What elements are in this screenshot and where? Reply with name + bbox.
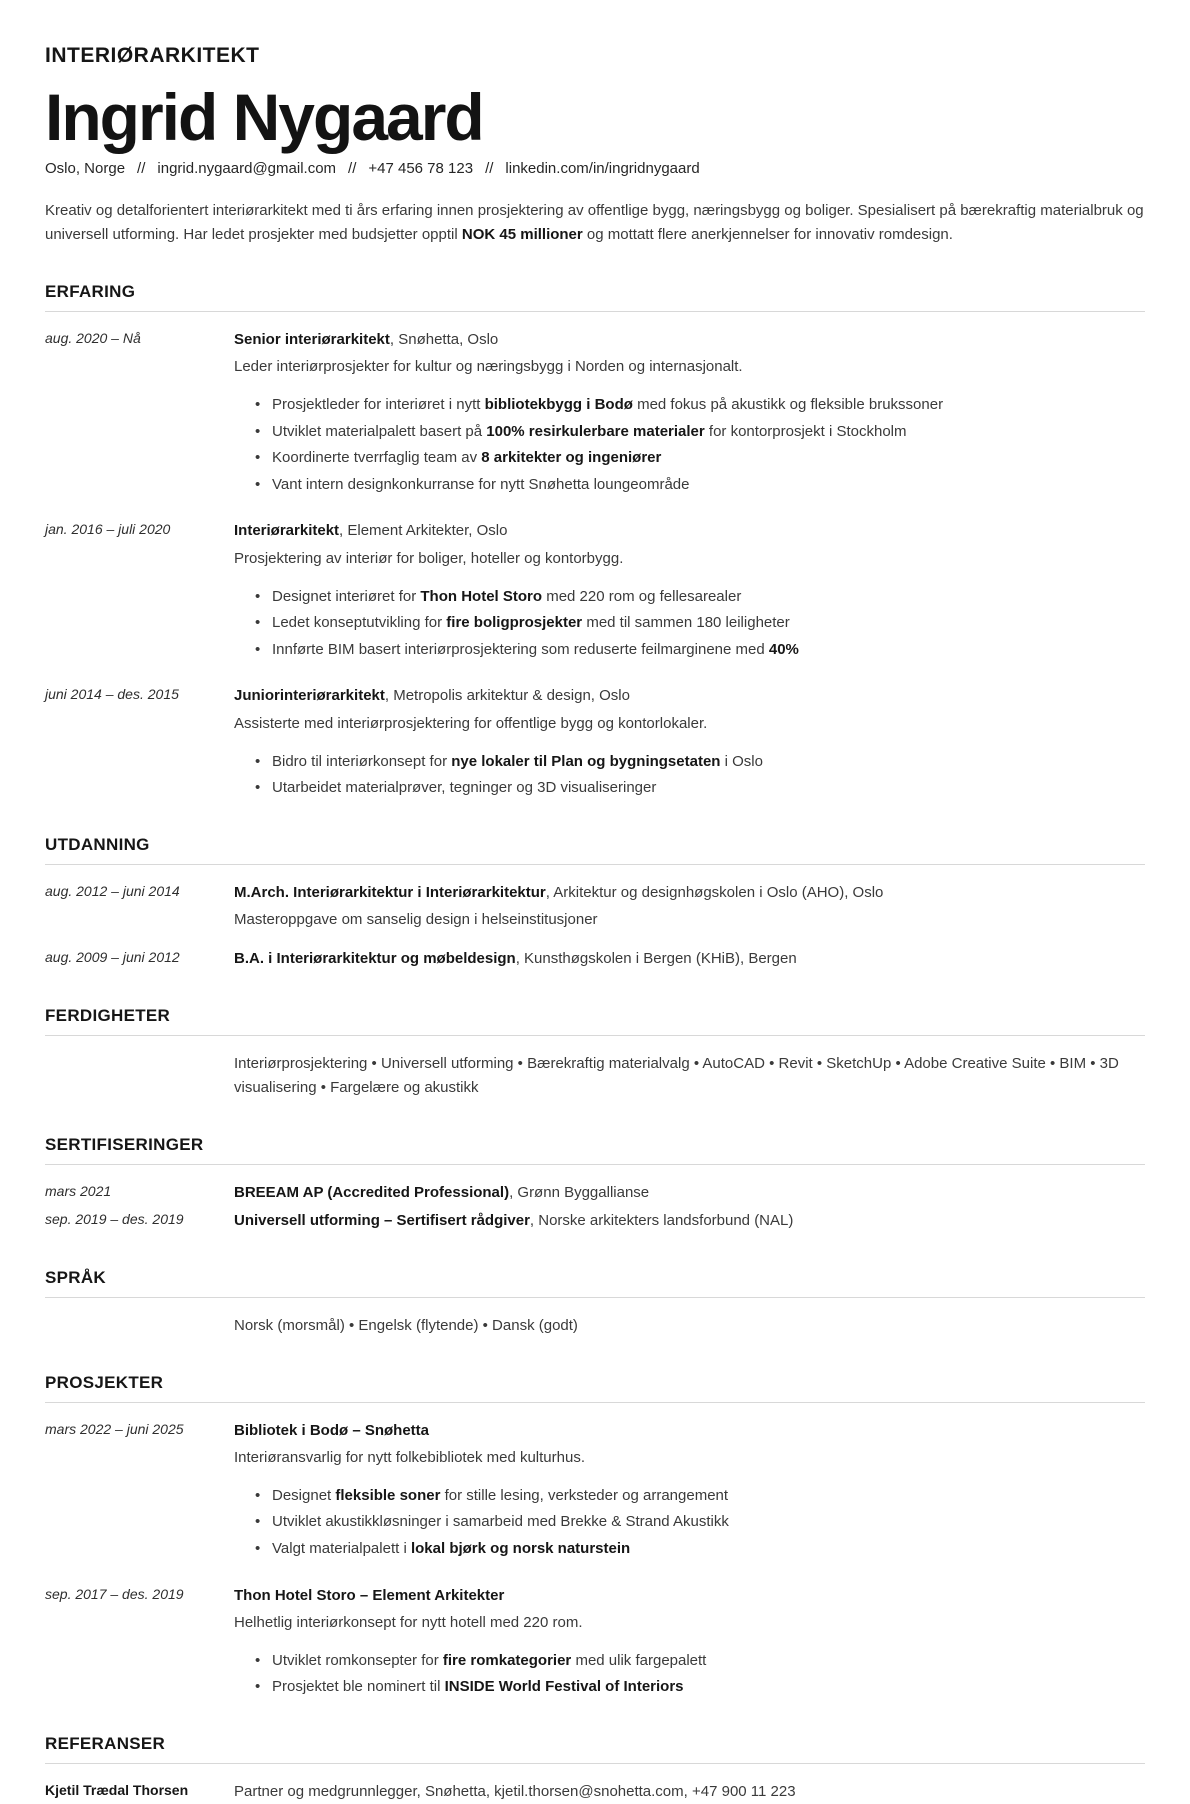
entry [45, 947, 1145, 972]
entry-body [234, 947, 1145, 972]
bullet-item [234, 638, 1145, 663]
section-heading: PROSJEKTER [45, 1372, 164, 1392]
section-heading: ERFARING [45, 281, 136, 301]
entry-description: Interiøransvarlig for nytt folkebibliotek med kulturhus. [234, 1449, 585, 1467]
section-divider [45, 1402, 1145, 1403]
inline-list: Norsk (morsmål) • Engelsk (flytende) • Dansk (godt) [234, 1316, 578, 1334]
text-segment: , Metropolis arkitektur & design, Oslo [384, 687, 630, 705]
text-segment: Designet interiøret for [272, 587, 421, 605]
section-referanser [45, 1734, 1145, 1804]
bullet-item [234, 1484, 1145, 1509]
section-divider [45, 311, 1145, 312]
bold-text-segment: fleksible soner [335, 1486, 441, 1504]
text-segment: med fokus på akustikk og fleksible brukssoner [632, 396, 944, 414]
entry-description: Helhetlig interiørkonsept for nytt hotell med 220 rom. [234, 1614, 583, 1632]
entry-description: Partner og medgrunnlegger, Snøhetta, kjetil.thorsen@snohetta.com, +47 900 11 223 [234, 1782, 796, 1800]
contact-line [45, 160, 1145, 177]
bullet-item [234, 776, 1145, 801]
text-segment: med til sammen 180 leiligheter [582, 614, 790, 632]
entry-date: mars 2022 – juni 2025 [45, 1420, 184, 1437]
text-segment: Prosjektleder for interiøret i nytt [272, 396, 485, 414]
section-divider [45, 1297, 1145, 1298]
bullet-item [234, 420, 1145, 445]
entry-side [45, 684, 234, 800]
entry [45, 684, 1145, 800]
person-name: Ingrid Nygaard [45, 80, 483, 154]
section-heading: FERDIGHETER [45, 1005, 171, 1025]
entry-title [234, 1181, 1145, 1206]
text-segment: Utviklet materialpalett basert på [272, 422, 487, 440]
inline-list: Interiørprosjektering • Universell utforming • Bærekraftig materialvalg • AutoCAD • Revit • SketchUp • Adobe Creative Suite • BIM • 3D visualisering • Fargelære og akustikk [234, 1054, 1119, 1097]
text-segment: Prosjektet ble nominert til [272, 1678, 445, 1696]
section-prosjekter [45, 1373, 1145, 1700]
text-segment: Valgt materialpalett i [272, 1539, 411, 1557]
entry-body [234, 1780, 1145, 1804]
bold-text-segment: M.Arch. Interiørarkitektur i Interiørarkitektur [234, 883, 546, 901]
text-segment: for stille lesing, verksteder og arrangement [440, 1486, 729, 1504]
text-segment: , Arkitektur og designhøgskolen i Oslo (AHO), Oslo [545, 883, 884, 901]
bold-text-segment: NOK 45 millioner [461, 226, 583, 244]
summary-text [45, 199, 1145, 248]
text-segment: med 220 rom og fellesarealer [542, 587, 742, 605]
section-divider [45, 864, 1145, 865]
entry-description: Masteroppgave om sanselig design i helseinstitusjoner [234, 911, 598, 929]
bold-text-segment: fire boligprosjekter [446, 614, 583, 632]
bullet-item [234, 393, 1145, 418]
bold-text-segment: bibliotekbygg i Bodø [484, 396, 633, 414]
bold-text-segment: 40% [768, 640, 799, 658]
text-segment: Koordinerte tverrfaglig team av [272, 449, 482, 467]
role-label: INTERIØRARKITEKT [45, 44, 260, 67]
bold-text-segment: BREEAM AP (Accredited Professional) [234, 1183, 510, 1201]
entry-side [45, 1314, 234, 1339]
bold-text-segment: Interiørarkitekt [234, 522, 340, 540]
entry-body [234, 1052, 1145, 1101]
contact-part: +47 456 78 123 [368, 160, 474, 177]
entry-side [45, 881, 234, 933]
entry-title [234, 1209, 1145, 1234]
text-segment: Vant intern designkonkurranse for nytt Snøhetta loungeområde [272, 475, 690, 493]
entry-title [234, 1584, 1145, 1609]
entry-date: sep. 2019 – des. 2019 [45, 1211, 184, 1228]
bold-text-segment: fire romkategorier [442, 1651, 572, 1669]
bold-text-segment: 8 arkitekter og ingeniører [481, 449, 662, 467]
text-segment: med ulik fargepalett [571, 1651, 707, 1669]
text-segment: i Oslo [720, 752, 763, 770]
entry-side [45, 328, 234, 498]
entry-bullets [234, 393, 1145, 497]
entry [45, 1181, 1145, 1206]
entry-title [234, 519, 1145, 544]
text-segment: Utarbeidet materialprøver, tegninger og 3D visualiseringer [272, 779, 657, 797]
bold-text-segment: nye lokaler til Plan og bygningsetaten [451, 752, 721, 770]
entry-description: Leder interiørprosjekter for kultur og næringsbygg i Norden og internasjonalt. [234, 358, 743, 376]
entry-side [45, 947, 234, 972]
entry-side [45, 519, 234, 662]
contact-separator: // [485, 160, 494, 177]
section-heading: REFERANSER [45, 1733, 166, 1753]
section-erfaring [45, 282, 1145, 801]
entry-bullets [234, 1484, 1145, 1562]
entry-body [234, 1209, 1145, 1234]
text-segment: Innførte BIM basert interiørprosjektering som reduserte feilmarginene med [272, 640, 769, 658]
bullet-item [234, 473, 1145, 498]
entry-title [234, 881, 1145, 906]
contact-part: linkedin.com/in/ingridnygaard [505, 160, 700, 177]
reference-name: Kjetil Trædal Thorsen [45, 1781, 189, 1798]
section-divider [45, 1035, 1145, 1036]
text-segment: Utviklet romkonsepter for [272, 1651, 443, 1669]
bold-text-segment: B.A. i Interiørarkitektur og møbeldesign [234, 949, 516, 967]
bullet-item [234, 1537, 1145, 1562]
bold-text-segment: Juniorinteriørarkitekt [234, 687, 385, 705]
section-heading: SPRÅK [45, 1267, 107, 1287]
text-segment: Kreativ og detalforientert interiørarkitekt med ti års erfaring innen prosjektering av offentlige bygg, næringsbygg og boliger. Spesialisert på bærekraftig materialbruk og universell utforming. Har ledet prosjekter med budsjetter opptil [45, 202, 1144, 244]
bold-text-segment: Senior interiørarkitekt [234, 330, 390, 348]
bold-text-segment: Universell utforming – Sertifisert rådgiver [234, 1212, 530, 1230]
entry-bullets [234, 585, 1145, 663]
contact-separator: // [137, 160, 146, 177]
entry [45, 1419, 1145, 1562]
entry-bullets [234, 1649, 1145, 1700]
entry-date: aug. 2009 – juni 2012 [45, 948, 180, 965]
section-utdanning [45, 835, 1145, 972]
entry-date: jan. 2016 – juli 2020 [45, 521, 171, 538]
bold-text-segment: INSIDE World Festival of Interiors [444, 1678, 684, 1696]
contact-separator: // [348, 160, 357, 177]
bold-text-segment: lokal bjørk og norsk naturstein [410, 1539, 631, 1557]
bullet-item [234, 1675, 1145, 1700]
entry-body [234, 328, 1145, 498]
section-divider [45, 1763, 1145, 1764]
resume-header [45, 44, 1145, 248]
entry [45, 1584, 1145, 1700]
text-segment: , Norske arkitekters landsforbund (NAL) [529, 1212, 794, 1230]
bullet-item [234, 1510, 1145, 1535]
bullet-item [234, 585, 1145, 610]
entry-body [234, 519, 1145, 662]
text-segment: og mottatt flere anerkjennelser for innovativ romdesign. [582, 226, 953, 244]
entry-side [45, 1181, 234, 1206]
bullet-item [234, 446, 1145, 471]
bold-text-segment: Thon Hotel Storo [420, 587, 543, 605]
text-segment: Ledet konseptutvikling for [272, 614, 447, 632]
text-segment: , Snøhetta, Oslo [389, 330, 499, 348]
entry [45, 519, 1145, 662]
entry-body [234, 1314, 1145, 1339]
entry [45, 328, 1145, 498]
entry-body [234, 1419, 1145, 1562]
bullet-item [234, 611, 1145, 636]
text-segment: Utviklet akustikkløsninger i samarbeid med Brekke & Strand Akustikk [272, 1513, 729, 1531]
section-divider [45, 1164, 1145, 1165]
entry-side [45, 1052, 234, 1101]
section-sprak [45, 1268, 1145, 1339]
section-sertifiseringer [45, 1135, 1145, 1234]
contact-part: Oslo, Norge [45, 160, 126, 177]
entry [45, 881, 1145, 933]
entry-side [45, 1584, 234, 1700]
bold-text-segment: Thon Hotel Storo – Element Arkitekter [234, 1586, 505, 1604]
section-ferdigheter [45, 1006, 1145, 1101]
bold-text-segment: 100% resirkulerbare materialer [486, 422, 705, 440]
entry-description: Assisterte med interiørprosjektering for offentlige bygg og kontorlokaler. [234, 715, 708, 732]
entry-date: juni 2014 – des. 2015 [45, 686, 179, 703]
text-segment: for kontorprosjekt i Stockholm [704, 422, 907, 440]
entry [45, 1314, 1145, 1339]
entry-description: Prosjektering av interiør for boliger, hoteller og kontorbygg. [234, 550, 624, 568]
entry-date: mars 2021 [45, 1182, 112, 1199]
entry-date: sep. 2017 – des. 2019 [45, 1585, 184, 1602]
entry-body [234, 1181, 1145, 1206]
bold-text-segment: Bibliotek i Bodø – Snøhetta [234, 1421, 430, 1439]
bullet-item [234, 1649, 1145, 1674]
text-segment: Bidro til interiørkonsept for [272, 752, 452, 770]
bullet-item [234, 750, 1145, 775]
section-heading: UTDANNING [45, 834, 150, 854]
contact-part: ingrid.nygaard@gmail.com [157, 160, 337, 177]
entry [45, 1780, 1145, 1804]
entry-bullets [234, 750, 1145, 801]
text-segment: , Grønn Byggallianse [509, 1183, 650, 1201]
section-heading: SERTIFISERINGER [45, 1134, 204, 1154]
entry-title [234, 684, 1145, 709]
entry [45, 1209, 1145, 1234]
entry-title [234, 1419, 1145, 1444]
entry [45, 1052, 1145, 1101]
entry-body [234, 881, 1145, 933]
entry-date: aug. 2020 – Nå [45, 329, 141, 346]
entry-title [234, 328, 1145, 353]
text-segment: , Element Arkitekter, Oslo [339, 522, 508, 540]
entry-body [234, 684, 1145, 800]
entry-side [45, 1780, 234, 1804]
entry-side [45, 1419, 234, 1562]
entry-title [234, 947, 1145, 972]
entry-body [234, 1584, 1145, 1700]
resume-sections [45, 282, 1145, 1804]
text-segment: , Kunsthøgskolen i Bergen (KHiB), Bergen [515, 949, 797, 967]
text-segment: Designet [272, 1486, 336, 1504]
entry-side [45, 1209, 234, 1234]
entry-date: aug. 2012 – juni 2014 [45, 882, 180, 899]
